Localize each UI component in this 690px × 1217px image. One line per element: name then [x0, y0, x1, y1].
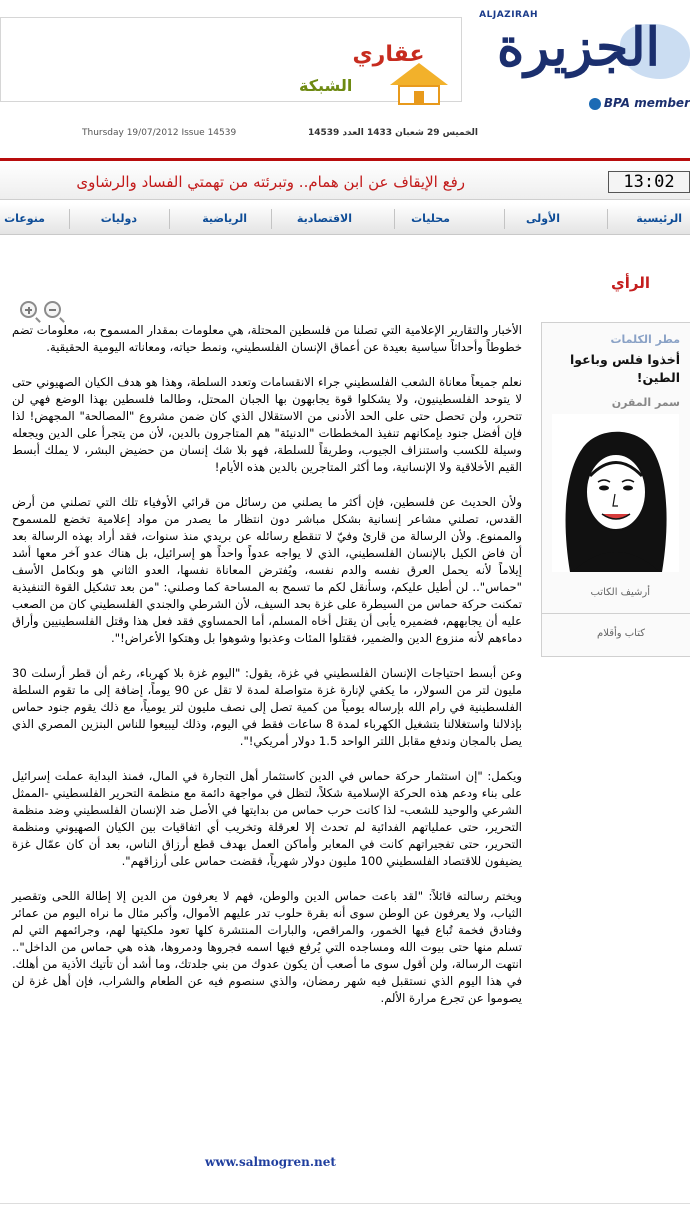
banner-subtitle: الشبكة — [299, 76, 353, 95]
logo-wordmark: الجزيرة — [497, 17, 660, 78]
nav-item-economy[interactable]: الاقتصادية — [296, 212, 352, 225]
site-logo[interactable] — [479, 6, 690, 114]
issue-date-ar: الخميس 29 شعبان 1433 العدد 14539 — [308, 128, 478, 138]
footer-divider — [0, 1203, 690, 1204]
author-archive-link[interactable]: أرشيف الكاتب — [590, 587, 650, 598]
section-title[interactable]: الرأي — [611, 274, 650, 292]
banner-title: عقاري — [352, 42, 425, 67]
real-estate-banner[interactable] — [0, 17, 462, 102]
author-sidebar — [541, 322, 690, 657]
main-nav — [0, 203, 690, 235]
writers-link[interactable]: كتاب وأقلام — [597, 628, 645, 639]
nav-item-sports[interactable]: الرياضية — [202, 212, 247, 225]
article-paragraph: ولأن الحديث عن فلسطين، فإن أكثر ما يصلني من رسائل من قرائي الأوفياء تلك التي تصلني من أرض القدس، تصلني مشاعر إنسانية بشكل مباشر دون انتظار ما يصدر من مواد إعلامية تخضع للمسموح والممنوع. ولأن الرسالة من قارئ وفيّ لا تنقطع رسائله عن بريدي منذ سنوات، فقد أراد بهذه الرسالة بعد أن فاض الكيل بالإنسان الفلسطيني، الذي لا يواجه عدواً واحداً هو إسرائيل، بل هناك عدو آخر معها أشد إيلاماً لأنه يحمل العرق نفسه والدم نفسه، ويُفترض المعاناة نفسها، العدو الثاني هو وبكامل الأسف "حماس".. لن أطيل عليكم، وسأنقل لكم ما تسمح به المساحة كما وصلني: "من بعد تشكيل القوة التنفيذية تمكنت حركة حماس من السيطرة على غزة بحد السيف، لأن الشرطي والجندي الفلسطيني كان من الصعب عليه أن يجابههم، فضميره يأبى أن يقتل أخاه المسلم، أما الحمساوي فقد فعل هذا وقتل الفلسطينيين وأراق دماءهم لأنه منزوع الدين والضمير، فقتلوا المئات وعذبوا وشوهوا بل وهتكوا الأعراض!". — [12, 495, 522, 645]
nav-divider — [69, 209, 70, 229]
article-paragraph: ويختم رسالته قائلاً: "لقد باعت حماس الدين والوطن، فهم لا يعرفون من الدين إلا إطالة اللحى وتقصير الثياب، ولا يعرفون عن الوطن سوى أنه بقرة حلوب تدر عليهم الأموال، وأكبر مثال ما نراه اليوم من عمائر وفنادق فخمة تُباع فيها الخمور، والمراقص، والبارات المنتشرة كلها تعود ملكيتها لهم، وجرائمهم التي لم تسلم منها حتى بيوت الله ومساجده التي يُرفع فيها اسمه فجروها ودمروها، هذه هي حماس من الداخل".. انتهت الرسالة، ولن أقول سوى ما أصعب أن يكون عدوك من بني جلدتك، وما أشد أن تأتيك الأذية من أهلك. في هذا اليوم الذي نستقبل فيه شهر رمضان، والذي سنصوم فيه عن الطعام والشراب، فإن أهل غزة لن يصوموا عن تجرع مرارة الألم. — [12, 889, 522, 1005]
site-header — [0, 0, 690, 155]
nav-divider — [271, 209, 272, 229]
logo-subtitle: ALJAZIRAH — [479, 10, 538, 20]
zoom-in-icon[interactable] — [20, 301, 37, 318]
nav-divider — [607, 209, 608, 229]
nav-item-misc[interactable]: منوعات — [4, 212, 45, 225]
nav-item-front[interactable]: الأولى — [525, 212, 560, 225]
nav-item-international[interactable]: دوليات — [100, 212, 137, 225]
nav-divider — [169, 209, 170, 229]
nav-item-home[interactable]: الرئيسية — [636, 212, 682, 225]
column-name: مطر الكلمات — [610, 333, 680, 346]
article-paragraph: ويكمل: "إن استثمار حركة حماس في الدين كاستثمار أهل التجارة في المال، فمنذ البداية عملت إسرائيل على بناء ودعم هذه الحركة الإسلامية شكلاً، لتظل في مواجهة دائمة مع منظمة التحرير الفلسطيني -الممثل الشرعي والوحيد للشعب- لذا كانت حرب حماس من بدايتها في الأصل ضد الإنسان الفلسطيني وضد منظمة التحرير، حتى عملياتهم الفدائية لم تحدث إلا لعرقلة وتخريب أي اتفاقيات بين الكيان الصهيوني ومنظمة التحرير، حتى تفجيراتهم كانت في المعابر وأماكن العمل بهدف قطع أرزاق الناس، بعد أن كان عمّال غزة يضيفون للاقتصاد الفلسطيني 100 مليون دولار شهرياً، فقضت حماس على أرزاقهم". — [12, 769, 522, 868]
zoom-out-icon[interactable] — [44, 301, 61, 318]
nav-divider — [504, 209, 505, 229]
bpa-icon — [589, 98, 601, 110]
author-photo — [552, 414, 679, 572]
article-paragraph: وعن أبسط احتياجات الإنسان الفلسطيني في غزة، يقول: "اليوم غزة بلا كهرباء، رغم أن قطر أرسلت 30 مليون لتر من السولار، ما يكفي لإنارة غزة متواصلة لمدة لا تقل عن 90 يوماً، إضافة إلى ما تقوم السلطة الفلسطينية في رام الله بإرساله يومياً من كمية تصل إلى نصف مليون لتر يومياً، مع ذلك يقوم جنود حماس بإذلالنا واستغلالنا بتشغيل الكهرباء لمدة 8 ساعات فقط في اليوم، وذلك ليبيعوا للناس البنزين المصري الذي يصل بالمجان وندفع مقابل اللتر الواحد 1.5 دولار أمريكي!". — [12, 666, 522, 748]
issue-date-en: Thursday 19/07/2012 Issue 14539 — [82, 128, 237, 138]
bpa-member-badge: BPA member — [589, 96, 690, 110]
news-ticker — [0, 158, 690, 200]
author-name[interactable]: سمر المقرن — [611, 396, 680, 409]
nav-divider — [394, 209, 395, 229]
clock: 13:02 — [608, 171, 690, 193]
nav-item-local[interactable]: محليات — [411, 212, 450, 225]
article-title: أخذوا فلس وباعوا الطين! — [569, 352, 680, 385]
article-body — [12, 322, 522, 1025]
article-paragraph: الأخبار والتقارير الإعلامية التي تصلنا من فلسطين المحتلة، هي معلومات بمقدار المسموح به، معلومات تضم خطوطاً وأحداثاً سياسية بعيدة عن أعماق الإنسان الفلسطيني، ونمط حياته، ومعاناته اليومية الحقيقية. — [12, 323, 522, 354]
sidebar-divider — [542, 613, 690, 614]
house-icon — [390, 63, 448, 107]
author-website-link[interactable]: www.salmogren.net — [205, 1155, 336, 1169]
article-paragraph: نعلم جميعاً معاناة الشعب الفلسطيني جراء الانقسامات وتعدد السلطة، وهذا هو هدف الكيان الصهيوني حتى لا يتوحد الفلسطينيون، ولا يشكلوا قوة يجابهون بها الجبان المحتل، وطالما فلسطين بهذا الوضع فهي لن تتحرر، ولن تحصل حتى على الحد الأدنى من الاستقلال الذي كان ضمن مشروع "المصالحة" المجهض! لذا فإن أفضل جنود بإمكانهم تنفيذ المخططات "الدنيئة" هم المتاجرون بالدين، لأن من يتجرأ على الدين ويجعله وسيلة للكسب واستنزاف الجيوب، وطريقاً للسلطة، فهو بلا شك إنسان من حضيض البشر، لا يملك أبسط القيم الأخلاقية ولا الإنسانية، وما أكثر المتاجرين بالدين هذه الأيام! — [12, 375, 522, 474]
ticker-headline[interactable]: رفع الإيقاف عن ابن همام.. وتبرئته من تهمتي الفساد والرشاوى — [76, 173, 465, 191]
